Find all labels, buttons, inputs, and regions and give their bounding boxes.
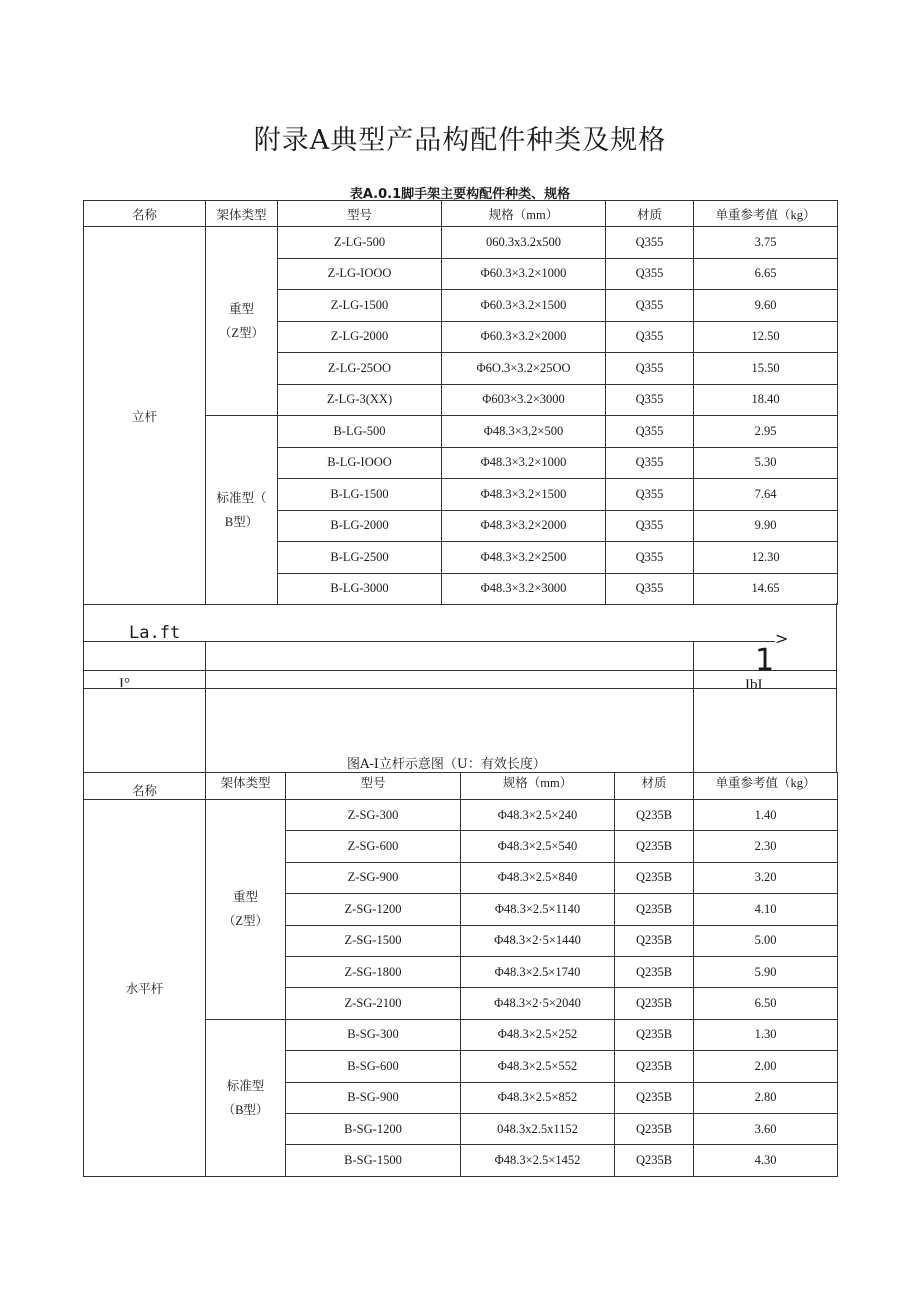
material-cell: Q235B: [615, 988, 694, 1019]
table-header-row: [84, 201, 838, 227]
spec-cell: Φ60.3×3.2×1500: [442, 290, 606, 322]
model-cell: Z-LG-500: [278, 227, 442, 259]
figure-label-right-bottom: IbI: [745, 677, 763, 688]
table-row: [84, 227, 838, 259]
component-name-cell: 水平杆: [84, 800, 206, 1177]
frame-type-cell: 标准型（ B型）: [206, 416, 278, 605]
material-cell: Q235B: [615, 956, 694, 987]
model-cell: B-LG-IOOO: [278, 447, 442, 479]
material-cell: Q355: [606, 258, 694, 290]
model-cell: Z-SG-1200: [286, 894, 461, 925]
header-name: 名称: [84, 773, 206, 800]
model-cell: B-SG-900: [286, 1082, 461, 1113]
model-cell: B-SG-300: [286, 1019, 461, 1050]
weight-cell: 14.65: [694, 573, 838, 605]
weight-cell: 6.50: [694, 988, 838, 1019]
spec-cell: Φ48.3×2.5×840: [461, 862, 615, 893]
header-name: 名称: [84, 201, 206, 227]
header-material: 材质: [606, 201, 694, 227]
spec-cell: Φ48.3×2.5×252: [461, 1019, 615, 1050]
model-cell: Z-SG-900: [286, 862, 461, 893]
material-cell: Q235B: [615, 894, 694, 925]
model-cell: Z-SG-300: [286, 800, 461, 831]
material-cell: Q355: [606, 573, 694, 605]
header-unit-weight: 单重参考值（kg）: [694, 201, 838, 227]
weight-cell: 5.00: [694, 925, 838, 956]
model-cell: Z-SG-1800: [286, 956, 461, 987]
weight-cell: 15.50: [694, 353, 838, 385]
weight-cell: 3.60: [694, 1113, 838, 1144]
figure-caption: 图A-I立杆示意图（U：有效长度）: [347, 757, 546, 772]
model-cell: B-LG-500: [278, 416, 442, 448]
header-unit-weight: 单重参考值（kg）: [694, 773, 838, 800]
material-cell: Q235B: [615, 831, 694, 862]
spec-cell: Φ48.3×3.2×1500: [442, 479, 606, 511]
header-frame-type: 架体类型: [206, 201, 278, 227]
material-cell: Q355: [606, 353, 694, 385]
material-cell: Q235B: [615, 1145, 694, 1176]
weight-cell: 2.95: [694, 416, 838, 448]
weight-cell: 9.90: [694, 510, 838, 542]
material-cell: Q355: [606, 479, 694, 511]
material-cell: Q235B: [615, 925, 694, 956]
material-cell: Q235B: [615, 1019, 694, 1050]
spec-cell: Φ48.3×2.5×552: [461, 1051, 615, 1082]
spec-cell: Φ60.3×3.2×1000: [442, 258, 606, 290]
weight-cell: 1.40: [694, 800, 838, 831]
weight-cell: 2.30: [694, 831, 838, 862]
figure-label-right-top: 1: [755, 643, 775, 678]
model-cell: B-SG-1500: [286, 1145, 461, 1176]
spec-cell: Φ48.3×2.5×1452: [461, 1145, 615, 1176]
material-cell: Q355: [606, 290, 694, 322]
spec-cell: Φ48.3×3.2×2000: [442, 510, 606, 542]
header-material: 材质: [615, 773, 694, 800]
frame-type-cell: 重型 （Z型）: [206, 227, 278, 416]
model-cell: Z-SG-2100: [286, 988, 461, 1019]
figure-label-bottom-left: I°: [119, 676, 130, 687]
model-cell: Z-LG-3(XX): [278, 384, 442, 416]
spec-cell: 048.3x2.5x1152: [461, 1113, 615, 1144]
model-cell: Z-SG-600: [286, 831, 461, 862]
spec-cell: Φ48.3×2.5×852: [461, 1082, 615, 1113]
material-cell: Q235B: [615, 1113, 694, 1144]
model-cell: B-SG-1200: [286, 1113, 461, 1144]
model-cell: Z-LG-25OO: [278, 353, 442, 385]
horizontal-bar-table: [83, 772, 838, 1177]
spec-cell: Φ48.3×2·5×1440: [461, 925, 615, 956]
header-spec: 规格（mm）: [442, 201, 606, 227]
weight-cell: 6.65: [694, 258, 838, 290]
component-name-cell: 立杆: [84, 227, 206, 605]
dimension-arrow-icon: >: [775, 629, 789, 648]
material-cell: Q355: [606, 384, 694, 416]
model-cell: Z-SG-1500: [286, 925, 461, 956]
spec-cell: Φ48.3×2.5×540: [461, 831, 615, 862]
weight-cell: 12.50: [694, 321, 838, 353]
frame-type-cell: 标准型 （B型）: [206, 1019, 286, 1176]
spec-cell: Φ6O.3×3.2×25OO: [442, 353, 606, 385]
weight-cell: 2.80: [694, 1082, 838, 1113]
spec-cell: Φ60.3×3.2×2000: [442, 321, 606, 353]
spec-cell: Φ48.3×3.2×2500: [442, 542, 606, 574]
weight-cell: 5.30: [694, 447, 838, 479]
weight-cell: 9.60: [694, 290, 838, 322]
spec-cell: 060.3x3.2x500: [442, 227, 606, 259]
material-cell: Q355: [606, 416, 694, 448]
material-cell: Q355: [606, 447, 694, 479]
spec-cell: Φ48.3×3.2×1000: [442, 447, 606, 479]
table-row: [84, 800, 838, 831]
header-model: 型号: [278, 201, 442, 227]
material-cell: Q355: [606, 542, 694, 574]
weight-cell: 3.20: [694, 862, 838, 893]
weight-cell: 1.30: [694, 1019, 838, 1050]
frame-type-cell: 重型 （Z型）: [206, 800, 286, 1020]
weight-cell: 3.75: [694, 227, 838, 259]
model-cell: Z-LG-2000: [278, 321, 442, 353]
figure-label-left: La.ft: [129, 623, 181, 643]
page-title: 附录A典型产品构配件种类及规格: [253, 125, 667, 156]
upright-pole-table: [83, 200, 838, 605]
model-cell: Z-LG-1500: [278, 290, 442, 322]
header-frame-type: 架体类型: [206, 773, 286, 800]
material-cell: Q235B: [615, 800, 694, 831]
model-cell: B-LG-3000: [278, 573, 442, 605]
table-header-row: [84, 773, 838, 800]
weight-cell: 18.40: [694, 384, 838, 416]
upright-pole-figure: [83, 603, 837, 773]
material-cell: Q355: [606, 227, 694, 259]
table-caption: 表A.0.1脚手架主要构配件种类、规格: [349, 187, 571, 202]
spec-cell: Φ48.3×3.2×3000: [442, 573, 606, 605]
spec-cell: Φ48.3×3,2×500: [442, 416, 606, 448]
material-cell: Q355: [606, 510, 694, 542]
weight-cell: 12.30: [694, 542, 838, 574]
material-cell: Q235B: [615, 862, 694, 893]
spec-cell: Φ48.3×2·5×2040: [461, 988, 615, 1019]
header-spec: 规格（mm）: [461, 773, 615, 800]
weight-cell: 5.90: [694, 956, 838, 987]
model-cell: B-SG-600: [286, 1051, 461, 1082]
model-cell: B-LG-2500: [278, 542, 442, 574]
weight-cell: 2.00: [694, 1051, 838, 1082]
dimension-line: [83, 641, 775, 642]
spec-cell: Φ48.3×2.5×240: [461, 800, 615, 831]
weight-cell: 7.64: [694, 479, 838, 511]
spec-cell: Φ48.3×2.5×1140: [461, 894, 615, 925]
model-cell: B-LG-1500: [278, 479, 442, 511]
material-cell: Q235B: [615, 1051, 694, 1082]
model-cell: B-LG-2000: [278, 510, 442, 542]
material-cell: Q235B: [615, 1082, 694, 1113]
weight-cell: 4.30: [694, 1145, 838, 1176]
header-model: 型号: [286, 773, 461, 800]
weight-cell: 4.10: [694, 894, 838, 925]
spec-cell: Φ603×3.2×3000: [442, 384, 606, 416]
model-cell: Z-LG-IOOO: [278, 258, 442, 290]
material-cell: Q355: [606, 321, 694, 353]
spec-cell: Φ48.3×2.5×1740: [461, 956, 615, 987]
